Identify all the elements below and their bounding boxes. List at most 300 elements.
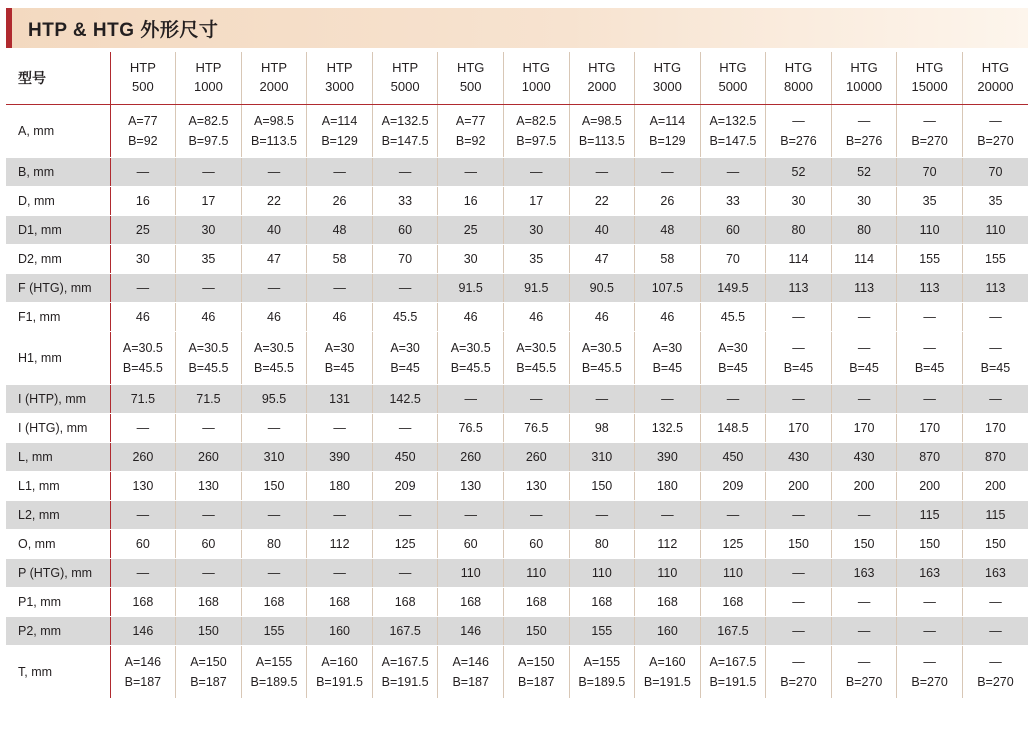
table-cell: — xyxy=(831,501,897,530)
table-cell: 26 xyxy=(307,187,373,216)
cell-value-a: A=167.5 xyxy=(381,654,429,669)
dimensions-table xyxy=(6,52,1028,698)
cell-value-b: B=187 xyxy=(190,675,227,689)
table-cell: 47 xyxy=(569,245,635,274)
table-cell: 110 xyxy=(438,559,504,588)
cell-value-b: B=147.5 xyxy=(709,134,757,148)
cell-value-b: B=187 xyxy=(452,675,489,689)
column-header-series: HTG xyxy=(719,60,747,76)
table-cell: 35 xyxy=(503,245,569,274)
table-cell xyxy=(700,332,766,385)
table-cell: 45.5 xyxy=(700,303,766,332)
table-cell: 114 xyxy=(766,245,832,274)
table-cell: 870 xyxy=(897,443,963,472)
table-cell xyxy=(962,105,1028,158)
column-header-size: 5000 xyxy=(718,79,748,94)
table-cell: 113 xyxy=(897,274,963,303)
column-header-htg-15000 xyxy=(897,52,963,105)
table-cell: — xyxy=(372,158,438,187)
table-cell: 16 xyxy=(438,187,504,216)
cell-value-b: B=270 xyxy=(911,675,948,689)
column-header-htg-3000 xyxy=(635,52,701,105)
column-header-htg-8000 xyxy=(766,52,832,105)
column-header-series: HTG xyxy=(784,60,813,76)
table-cell: 60 xyxy=(503,530,569,559)
table-cell: 47 xyxy=(241,245,307,274)
column-header-series: HTG xyxy=(653,60,682,76)
table-cell: 76.5 xyxy=(503,414,569,443)
cell-value-a: A=82.5 xyxy=(188,113,229,128)
cell-value-b: B=45 xyxy=(390,361,420,375)
table-cell xyxy=(700,646,766,699)
cell-value-b: B=45 xyxy=(980,361,1011,375)
table-cell: 30 xyxy=(438,245,504,274)
cell-value-a: A=30.5 xyxy=(516,340,557,355)
table-cell xyxy=(307,646,373,699)
column-header-size: 3000 xyxy=(652,79,682,94)
table-cell: 160 xyxy=(635,617,701,646)
table-cell: 260 xyxy=(503,443,569,472)
cell-value-a: — xyxy=(857,654,871,669)
table-cell: — xyxy=(307,158,373,187)
column-header-htp-500 xyxy=(110,52,176,105)
table-cell: — xyxy=(831,588,897,617)
table-cell xyxy=(372,646,438,699)
table-cell: 149.5 xyxy=(700,274,766,303)
cell-value-a: A=146 xyxy=(452,654,489,669)
table-cell: 168 xyxy=(503,588,569,617)
table-cell: 40 xyxy=(569,216,635,245)
table-cell: 148.5 xyxy=(700,414,766,443)
table-cell: — xyxy=(438,385,504,414)
column-header-series: HTP xyxy=(261,60,287,76)
table-cell xyxy=(831,646,897,699)
column-header-htp-2000 xyxy=(241,52,307,105)
table-cell: 150 xyxy=(176,617,242,646)
cell-value-b: B=45 xyxy=(324,361,355,375)
table-row xyxy=(6,332,1028,385)
table-cell: 310 xyxy=(241,443,307,472)
table-cell: — xyxy=(241,559,307,588)
table-cell: 80 xyxy=(241,530,307,559)
table-row xyxy=(6,158,1028,187)
table-cell: 60 xyxy=(372,216,438,245)
table-cell: — xyxy=(635,385,701,414)
table-cell: 25 xyxy=(110,216,176,245)
table-cell: 150 xyxy=(962,530,1028,559)
table-cell: 168 xyxy=(372,588,438,617)
cell-value-b: B=92 xyxy=(455,134,486,148)
table-cell xyxy=(372,332,438,385)
cell-value-a: A=150 xyxy=(190,654,227,669)
table-cell: — xyxy=(569,158,635,187)
column-header-htp-1000 xyxy=(176,52,242,105)
table-cell: 200 xyxy=(766,472,832,501)
table-cell: 76.5 xyxy=(438,414,504,443)
table-cell: 46 xyxy=(569,303,635,332)
row-label: L, mm xyxy=(6,443,110,472)
table-row xyxy=(6,588,1028,617)
cell-value-a: — xyxy=(989,113,1002,128)
table-cell: 46 xyxy=(110,303,176,332)
cell-value-b: B=191.5 xyxy=(381,675,429,689)
table-cell: 71.5 xyxy=(176,385,242,414)
cell-value-b: B=270 xyxy=(977,134,1014,148)
table-cell: 110 xyxy=(569,559,635,588)
table-cell: — xyxy=(372,501,438,530)
table-cell: 110 xyxy=(962,216,1028,245)
cell-value-b: B=276 xyxy=(780,134,817,148)
table-cell: 113 xyxy=(766,274,832,303)
table-cell xyxy=(241,105,307,158)
table-cell: 132.5 xyxy=(635,414,701,443)
row-label: P (HTG), mm xyxy=(6,559,110,588)
column-header-htg-500 xyxy=(438,52,504,105)
cell-value-b: B=270 xyxy=(845,675,883,689)
table-cell: — xyxy=(307,274,373,303)
table-cell: 95.5 xyxy=(241,385,307,414)
table-cell: 115 xyxy=(962,501,1028,530)
table-cell: 22 xyxy=(241,187,307,216)
cell-value-a: — xyxy=(792,654,805,669)
table-cell: 52 xyxy=(831,158,897,187)
table-header xyxy=(6,52,1028,105)
cell-value-a: A=114 xyxy=(321,113,358,128)
table-cell: 71.5 xyxy=(110,385,176,414)
table-cell: 70 xyxy=(372,245,438,274)
table-cell: 112 xyxy=(307,530,373,559)
cell-value-a: A=132.5 xyxy=(709,113,757,128)
table-cell xyxy=(241,332,307,385)
row-label: I (HTG), mm xyxy=(6,414,110,443)
table-cell: 70 xyxy=(962,158,1028,187)
table-cell: — xyxy=(110,158,176,187)
cell-value-a: A=30 xyxy=(390,340,420,355)
cell-value-a: A=30.5 xyxy=(254,340,294,355)
table-cell: 110 xyxy=(897,216,963,245)
table-cell: 870 xyxy=(962,443,1028,472)
table-cell xyxy=(307,105,373,158)
table-cell: 450 xyxy=(372,443,438,472)
cell-value-a: A=98.5 xyxy=(254,113,294,128)
cell-value-a: A=30.5 xyxy=(581,340,622,355)
table-cell: 90.5 xyxy=(569,274,635,303)
table-cell: — xyxy=(569,385,635,414)
table-cell: — xyxy=(766,559,832,588)
row-label: D, mm xyxy=(6,187,110,216)
row-label: D2, mm xyxy=(6,245,110,274)
table-cell: 33 xyxy=(700,187,766,216)
column-header-size: 2000 xyxy=(259,79,289,94)
cell-value-a: A=77 xyxy=(455,113,486,128)
column-header-size: 3000 xyxy=(325,79,355,94)
table-cell: — xyxy=(372,414,438,443)
table-cell: 130 xyxy=(438,472,504,501)
table-cell: 58 xyxy=(635,245,701,274)
table-cell: 168 xyxy=(176,588,242,617)
cell-value-b: B=113.5 xyxy=(578,134,625,148)
table-cell: — xyxy=(503,385,569,414)
column-header-series: HTP xyxy=(195,60,222,76)
table-cell: 168 xyxy=(635,588,701,617)
cell-value-b: B=45.5 xyxy=(450,361,491,375)
table-cell: 310 xyxy=(569,443,635,472)
cell-value-b: B=191.5 xyxy=(316,675,364,689)
column-header-size: 10000 xyxy=(845,79,883,94)
row-label: T, mm xyxy=(6,646,110,699)
table-cell: 170 xyxy=(766,414,832,443)
table-cell: 163 xyxy=(897,559,963,588)
table-cell: — xyxy=(110,414,176,443)
table-corner-label: 型号 xyxy=(6,52,110,105)
cell-value-b: B=187 xyxy=(124,675,162,689)
table-cell: 30 xyxy=(176,216,242,245)
cell-value-a: A=160 xyxy=(321,654,358,669)
table-cell: — xyxy=(766,385,832,414)
table-cell: 115 xyxy=(897,501,963,530)
table-row xyxy=(6,216,1028,245)
cell-value-a: A=132.5 xyxy=(381,113,429,128)
cell-value-a: A=155 xyxy=(583,654,621,669)
table-cell: — xyxy=(241,501,307,530)
table-cell: 110 xyxy=(700,559,766,588)
table-cell: — xyxy=(176,414,242,443)
column-header-series: HTP xyxy=(129,60,156,76)
table-cell: — xyxy=(766,303,832,332)
table-cell xyxy=(897,646,963,699)
page-title: HTP & HTG 外形尺寸 xyxy=(28,19,219,41)
row-label: H1, mm xyxy=(6,332,110,385)
cell-value-a: — xyxy=(989,340,1002,355)
table-cell: 430 xyxy=(766,443,832,472)
cell-value-b: B=45 xyxy=(652,361,683,375)
table-cell: 150 xyxy=(241,472,307,501)
table-cell xyxy=(176,105,242,158)
table-cell: — xyxy=(176,559,242,588)
table-cell: 168 xyxy=(241,588,307,617)
table-cell: 60 xyxy=(176,530,242,559)
cell-value-a: — xyxy=(857,340,871,355)
table-cell: 168 xyxy=(569,588,635,617)
table-cell: 80 xyxy=(766,216,832,245)
column-header-htg-20000 xyxy=(962,52,1028,105)
column-header-series: HTP xyxy=(392,60,419,76)
cell-value-a: — xyxy=(923,654,936,669)
table-cell: — xyxy=(307,414,373,443)
table-row xyxy=(6,274,1028,303)
table-cell xyxy=(962,332,1028,385)
table-cell: 130 xyxy=(503,472,569,501)
header-row xyxy=(6,52,1028,105)
column-header-series: HTG xyxy=(915,60,944,76)
table-cell: 110 xyxy=(635,559,701,588)
table-cell xyxy=(569,105,635,158)
cell-value-a: — xyxy=(857,113,871,128)
cell-value-b: B=191.5 xyxy=(643,675,691,689)
column-header-series: HTG xyxy=(456,60,485,76)
cell-value-b: B=97.5 xyxy=(188,134,229,148)
table-cell xyxy=(110,105,176,158)
row-label: O, mm xyxy=(6,530,110,559)
table-cell xyxy=(897,332,963,385)
table-cell: — xyxy=(438,501,504,530)
cell-value-a: A=30.5 xyxy=(122,340,163,355)
table-cell: — xyxy=(962,588,1028,617)
cell-value-b: B=45.5 xyxy=(122,361,163,375)
table-cell: 200 xyxy=(962,472,1028,501)
table-cell: 155 xyxy=(569,617,635,646)
table-cell: 35 xyxy=(176,245,242,274)
table-cell: — xyxy=(831,617,897,646)
cell-value-a: A=160 xyxy=(649,654,686,669)
table-cell: — xyxy=(962,303,1028,332)
table-cell: — xyxy=(110,559,176,588)
table-cell xyxy=(569,646,635,699)
table-cell xyxy=(503,332,569,385)
column-header-htg-5000 xyxy=(700,52,766,105)
column-header-series: HTG xyxy=(981,60,1010,76)
table-body xyxy=(6,105,1028,699)
table-cell: 46 xyxy=(307,303,373,332)
table-cell: 46 xyxy=(635,303,701,332)
table-cell xyxy=(831,105,897,158)
table-cell: — xyxy=(831,385,897,414)
table-cell: 26 xyxy=(635,187,701,216)
table-cell: 131 xyxy=(307,385,373,414)
table-cell: 35 xyxy=(962,187,1028,216)
table-cell: 130 xyxy=(110,472,176,501)
table-cell: 180 xyxy=(307,472,373,501)
table-cell: 146 xyxy=(110,617,176,646)
table-cell: 170 xyxy=(831,414,897,443)
table-cell: 46 xyxy=(241,303,307,332)
row-label: P1, mm xyxy=(6,588,110,617)
table-cell: — xyxy=(307,559,373,588)
cell-value-b: B=147.5 xyxy=(381,134,429,148)
table-cell: — xyxy=(110,274,176,303)
table-cell xyxy=(438,332,504,385)
table-cell: 30 xyxy=(503,216,569,245)
table-cell: 209 xyxy=(372,472,438,501)
column-header-size: 15000 xyxy=(911,79,948,94)
column-header-size: 1000 xyxy=(521,79,551,94)
cell-value-a: A=30 xyxy=(652,340,683,355)
table-cell xyxy=(241,646,307,699)
table-cell xyxy=(176,332,242,385)
table-cell: 46 xyxy=(438,303,504,332)
table-cell: 17 xyxy=(176,187,242,216)
table-cell: 46 xyxy=(503,303,569,332)
table-cell xyxy=(635,332,701,385)
table-row xyxy=(6,303,1028,332)
table-cell: 70 xyxy=(700,245,766,274)
column-header-size: 1000 xyxy=(193,79,223,94)
cell-value-b: B=45 xyxy=(783,361,814,375)
column-header-size: 20000 xyxy=(977,79,1014,94)
table-cell: — xyxy=(503,501,569,530)
column-header-size: 2000 xyxy=(587,79,617,94)
column-header-htg-10000 xyxy=(831,52,897,105)
cell-value-b: B=45 xyxy=(914,361,945,375)
table-cell: 450 xyxy=(700,443,766,472)
table-cell: — xyxy=(897,385,963,414)
column-header-htg-1000 xyxy=(503,52,569,105)
table-cell xyxy=(897,105,963,158)
table-cell xyxy=(176,646,242,699)
cell-value-a: — xyxy=(923,340,936,355)
cell-value-a: A=155 xyxy=(255,654,293,669)
row-label: F1, mm xyxy=(6,303,110,332)
cell-value-a: A=98.5 xyxy=(581,113,622,128)
column-header-size: 500 xyxy=(459,79,482,94)
table-row xyxy=(6,646,1028,699)
cell-value-b: B=187 xyxy=(518,675,555,689)
table-cell: 167.5 xyxy=(372,617,438,646)
table-cell: 60 xyxy=(110,530,176,559)
table-cell xyxy=(503,105,569,158)
table-cell: 16 xyxy=(110,187,176,216)
table-cell: — xyxy=(766,588,832,617)
table-cell: 112 xyxy=(635,530,701,559)
table-cell xyxy=(831,332,897,385)
cell-value-a: — xyxy=(923,113,936,128)
table-cell: 168 xyxy=(438,588,504,617)
table-cell xyxy=(438,105,504,158)
column-header-series: HTG xyxy=(522,60,550,76)
table-cell: 58 xyxy=(307,245,373,274)
table-cell: 25 xyxy=(438,216,504,245)
table-row xyxy=(6,617,1028,646)
table-cell: — xyxy=(766,501,832,530)
cell-value-a: — xyxy=(792,340,805,355)
table-cell: 163 xyxy=(962,559,1028,588)
column-header-series: HTG xyxy=(588,60,616,76)
cell-value-b: B=45 xyxy=(718,361,748,375)
table-cell: 35 xyxy=(897,187,963,216)
cell-value-b: B=189.5 xyxy=(578,675,626,689)
cell-value-a: A=150 xyxy=(518,654,555,669)
column-header-size: 8000 xyxy=(784,79,813,94)
table-cell xyxy=(766,332,832,385)
table-cell: 260 xyxy=(438,443,504,472)
table-cell: — xyxy=(241,274,307,303)
table-cell: 150 xyxy=(503,617,569,646)
table-cell xyxy=(569,332,635,385)
table-cell: 45.5 xyxy=(372,303,438,332)
table-row xyxy=(6,559,1028,588)
table-cell xyxy=(766,105,832,158)
table-cell: 150 xyxy=(831,530,897,559)
table-cell xyxy=(307,332,373,385)
table-cell: — xyxy=(307,501,373,530)
cell-value-a: A=30.5 xyxy=(450,340,491,355)
table-cell: 200 xyxy=(831,472,897,501)
table-row xyxy=(6,385,1028,414)
table-cell: 48 xyxy=(635,216,701,245)
cell-value-a: A=82.5 xyxy=(516,113,557,128)
table-cell: — xyxy=(176,158,242,187)
cell-value-a: A=30 xyxy=(324,340,355,355)
table-cell: 17 xyxy=(503,187,569,216)
table-cell: 130 xyxy=(176,472,242,501)
page-root xyxy=(0,8,1034,733)
table-cell: 155 xyxy=(241,617,307,646)
cell-value-b: B=270 xyxy=(911,134,948,148)
table-cell: — xyxy=(176,274,242,303)
table-cell: — xyxy=(897,303,963,332)
table-cell: 125 xyxy=(700,530,766,559)
table-cell xyxy=(766,646,832,699)
